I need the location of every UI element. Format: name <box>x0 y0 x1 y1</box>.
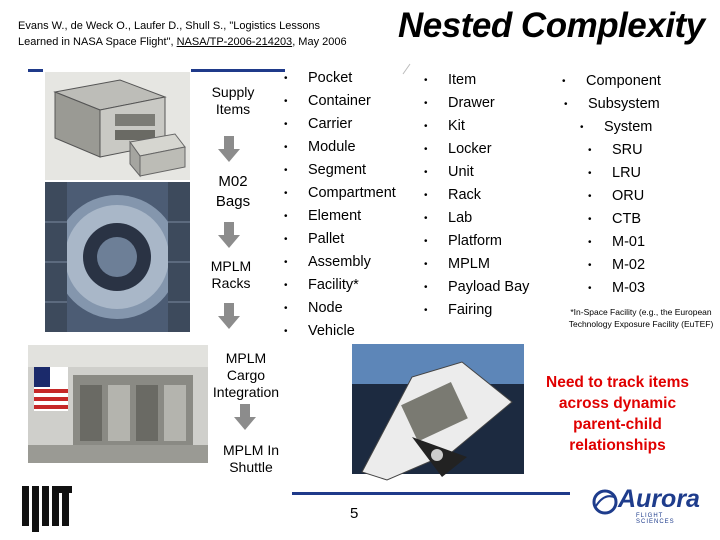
bullet-icon: • <box>424 305 428 316</box>
list-item <box>424 161 529 184</box>
list-item <box>284 136 396 159</box>
down-arrow-icon <box>218 136 240 162</box>
bullet-icon: • <box>588 283 592 294</box>
list-item <box>424 138 529 161</box>
bullet-icon: • <box>424 236 428 247</box>
bullet-icon: • <box>284 326 288 337</box>
list-item <box>424 184 529 207</box>
list-item <box>556 116 661 139</box>
list-item-label: Locker <box>448 141 492 157</box>
citation-prefix: Learned in NASA Space Flight", <box>18 36 177 48</box>
list-item <box>556 254 661 277</box>
list-item-label: ORU <box>612 188 645 204</box>
hierarchy-column-3 <box>556 70 661 300</box>
bullet-icon: • <box>588 168 592 179</box>
list-item <box>284 90 396 113</box>
list-item <box>284 113 396 136</box>
list-item-label: Fairing <box>448 302 493 318</box>
list-item-label: Module <box>308 139 356 155</box>
bullet-icon: • <box>424 167 428 178</box>
citation-line-2 <box>18 34 388 50</box>
bullet-icon: • <box>424 144 428 155</box>
page-number: 5 <box>350 505 359 522</box>
bullet-icon: • <box>284 188 288 199</box>
list-item <box>284 205 396 228</box>
list-item <box>424 69 529 92</box>
list-item-label: M-02 <box>612 257 646 273</box>
bullet-icon: • <box>588 237 592 248</box>
list-item <box>424 299 529 322</box>
header-rule-left <box>28 69 43 72</box>
list-item <box>556 277 661 300</box>
list-item <box>556 208 661 231</box>
list-item <box>556 70 661 93</box>
list-item-label: Element <box>308 208 362 224</box>
list-item-label: Container <box>308 93 371 109</box>
citation <box>18 18 388 50</box>
bullet-icon: • <box>424 121 428 132</box>
bullet-icon: • <box>284 257 288 268</box>
hierarchy-column-2 <box>424 69 529 322</box>
list-item-label: M-01 <box>612 234 646 250</box>
list-item <box>424 115 529 138</box>
bullet-icon: • <box>588 191 592 202</box>
list-item <box>556 162 661 185</box>
list-item-label: MPLM <box>448 256 490 272</box>
bullet-icon: • <box>424 98 428 109</box>
list-item-label: Vehicle <box>308 323 355 339</box>
bullet-icon: • <box>284 211 288 222</box>
callout-text: Need to track items across dynamic parent-child relationships <box>546 374 689 454</box>
bullet-icon: • <box>284 119 288 130</box>
list-item-label: SRU <box>612 142 643 158</box>
list-item-label: Platform <box>448 233 502 249</box>
aurora-logo-subtext: FLIGHT SCIENCES <box>636 513 675 525</box>
list-item <box>284 297 396 320</box>
bullet-icon: • <box>284 280 288 291</box>
list-item <box>424 253 529 276</box>
list-item-label: Component <box>586 73 661 89</box>
down-arrow-icon <box>218 303 240 329</box>
list-item <box>284 274 396 297</box>
list-item-label: System <box>604 119 653 135</box>
list-item-label: Carrier <box>308 116 353 132</box>
list-item-label: Kit <box>448 118 465 134</box>
list-item <box>556 93 661 116</box>
list-item-label: M-03 <box>612 280 646 296</box>
list-item <box>424 230 529 253</box>
list-item-label: LRU <box>612 165 642 181</box>
list-item <box>556 231 661 254</box>
list-item-label: Payload Bay <box>448 279 530 295</box>
mit-logo <box>20 480 75 535</box>
bullet-icon: • <box>588 145 592 156</box>
rack-module-photo <box>45 182 190 332</box>
bullet-icon: • <box>588 214 592 225</box>
list-item <box>284 228 396 251</box>
caption-mplm-racks: MPLM Racks <box>210 258 252 291</box>
list-item <box>284 320 396 343</box>
bullet-icon: • <box>424 190 428 201</box>
bullet-icon: • <box>284 234 288 245</box>
footnote: *In-Space Facility (e.g., the European Technology Exposure Facility (EuTEF) <box>568 307 714 329</box>
list-item-label: Facility* <box>308 277 359 293</box>
list-item <box>556 185 661 208</box>
list-item-label: Assembly <box>308 254 371 270</box>
bullet-icon: • <box>284 165 288 176</box>
cargo-integration-photo <box>28 345 208 463</box>
caption-supply-items: Supply Items <box>211 84 255 117</box>
header-rule-mid <box>191 69 285 72</box>
list-item <box>424 207 529 230</box>
hierarchy-column-1 <box>284 67 396 343</box>
list-item <box>284 159 396 182</box>
aurora-logo-text: Aurora <box>618 485 700 513</box>
bullet-icon: • <box>284 73 288 84</box>
list-item <box>284 67 396 90</box>
page-title: Nested Complexity <box>398 6 705 45</box>
list-item-label: Compartment <box>308 185 396 201</box>
cursor-mark <box>400 62 414 76</box>
bullet-icon: • <box>284 142 288 153</box>
citation-line-1: Evans W., de Weck O., Laufer D., Shull S., "Logistics Lessons <box>18 20 321 32</box>
bullet-icon: • <box>562 76 566 87</box>
bullet-icon: • <box>424 75 428 86</box>
list-item <box>284 251 396 274</box>
bullet-icon: • <box>424 213 428 224</box>
bullet-icon: • <box>424 282 428 293</box>
shuttle-photo <box>292 342 532 482</box>
bullet-icon: • <box>564 99 568 110</box>
list-item-label: Rack <box>448 187 482 203</box>
list-item-label: Segment <box>308 162 367 178</box>
list-item <box>556 139 661 162</box>
footer-rule <box>292 492 570 495</box>
supply-items-photo <box>45 72 190 180</box>
bullet-icon: • <box>284 303 288 314</box>
list-item-label: Drawer <box>448 95 495 111</box>
list-item-label: Pallet <box>308 231 345 247</box>
list-item <box>424 276 529 299</box>
bullet-icon: • <box>588 260 592 271</box>
bullet-icon: • <box>424 259 428 270</box>
list-item-label: Unit <box>448 164 474 180</box>
citation-report-link[interactable]: NASA/TP-2006-214203 <box>176 36 293 48</box>
caption-mplm-cargo-integration: MPLM Cargo Integration <box>212 350 280 400</box>
down-arrow-icon <box>234 404 256 430</box>
caption-m02-bags: M02 Bags <box>215 173 251 210</box>
list-item-label: Node <box>308 300 343 316</box>
aurora-logo <box>592 484 702 524</box>
list-item <box>284 182 396 205</box>
down-arrow-icon <box>218 222 240 248</box>
list-item <box>424 92 529 115</box>
list-item-label: CTB <box>612 211 641 227</box>
list-item-label: Lab <box>448 210 473 226</box>
caption-mplm-in-shuttle: MPLM In Shuttle <box>222 442 279 475</box>
list-item-label: Pocket <box>308 70 353 86</box>
list-item-label: Subsystem <box>588 96 660 112</box>
bullet-icon: • <box>580 122 584 133</box>
bullet-icon: • <box>284 96 288 107</box>
citation-suffix: , May 2006 <box>292 36 347 48</box>
list-item-label: Item <box>448 72 477 88</box>
